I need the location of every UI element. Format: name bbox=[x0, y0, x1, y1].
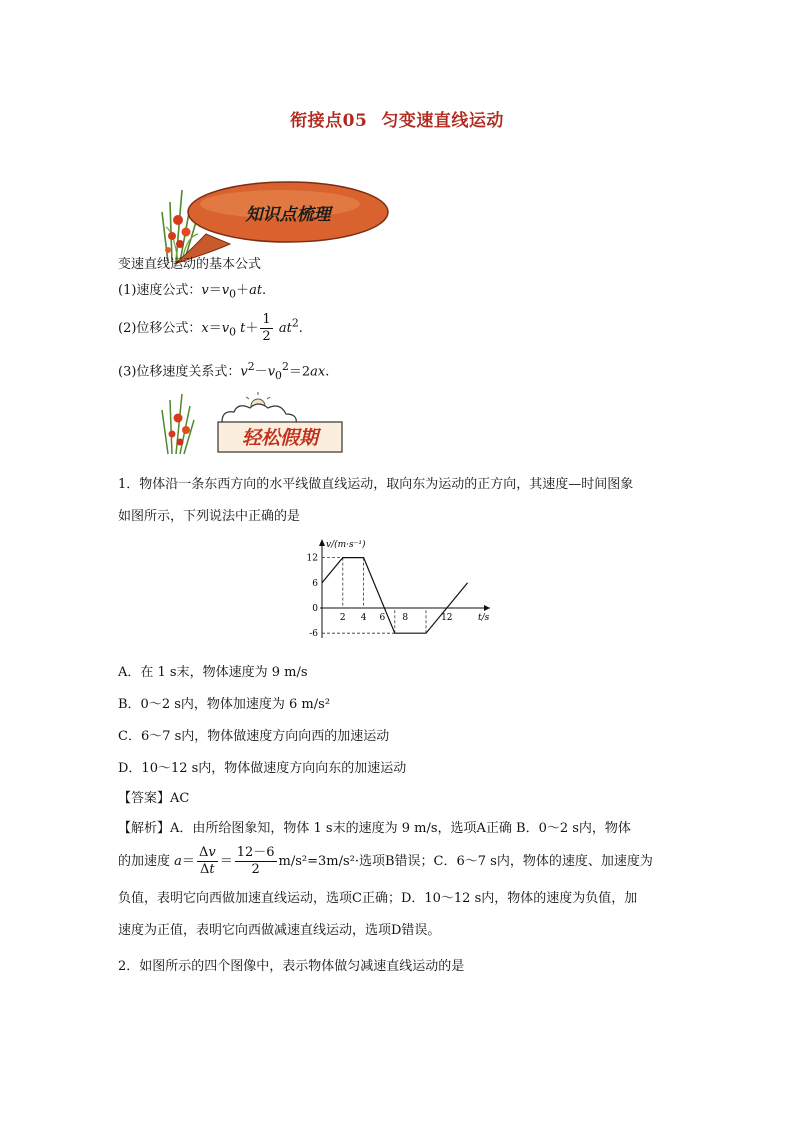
y-tick-label: 12 bbox=[306, 553, 318, 564]
title-code: 衔接点05 bbox=[290, 111, 368, 131]
q2-stem: 2．如图所示的四个图像中，表示物体做匀减速直线运动的是 bbox=[118, 959, 465, 974]
q1-analysis-line2: 的加速度 a＝ $\frac{\Delta v}{\Delta t}$ ＝ $\frac{12-6}{2}$ m/s²=3m/s²·选项B错误；C．6～7 s内，物体的速度、加速度为 bbox=[118, 845, 653, 877]
x-tick-label: 4 bbox=[360, 613, 367, 623]
q1-option-b: B．0～2 s内，物体加速度为 6 m/s² bbox=[118, 697, 331, 712]
q1-stem-line1: 1．物体沿一条东西方向的水平线做直线运动，取向东为运动的正方向，其速度—时间图象 bbox=[118, 477, 634, 492]
y-tick-label: -6 bbox=[309, 629, 318, 640]
q1-stem-line2: 如图所示，下列说法中正确的是 bbox=[118, 509, 301, 524]
x-tick-label: 12 bbox=[441, 613, 453, 623]
q1-analysis-line3: 负值，表明它向西做加速直线运动，选项C正确；D．10～12 s内，物体的速度为负值，加 bbox=[118, 891, 638, 906]
y-tick-label: 0 bbox=[312, 604, 318, 614]
flower-icon bbox=[162, 394, 194, 454]
x-tick-label: 2 bbox=[339, 613, 346, 623]
x-tick-label: 8 bbox=[402, 613, 409, 623]
vt-chart-svg bbox=[298, 536, 494, 646]
y-axis-label: v/(m·s⁻¹) bbox=[326, 540, 366, 550]
y-tick-label: 6 bbox=[312, 578, 318, 589]
formula-displacement: (2)位移公式：$x=v_0$ t＋ $\frac{1}{2}$ $at^2$. bbox=[118, 312, 303, 344]
flower-sign-graphic bbox=[160, 392, 360, 458]
q1-analysis-line1: 【解析】A．由所给图象知，物体 1 s末的速度为 9 m/s，选项A正确 B．0～2 s内，物体 bbox=[118, 821, 631, 836]
x-axis-arrow bbox=[484, 605, 490, 611]
holiday-banner-label: 轻松假期 bbox=[241, 427, 319, 449]
q1-option-c: C．6～7 s内，物体做速度方向向西的加速运动 bbox=[118, 729, 390, 744]
vt-chart bbox=[298, 536, 494, 646]
q1-analysis-line4: 速度为正值，表明它向西做减速直线运动，选项D错误。 bbox=[118, 923, 441, 938]
sun-cloud-icon bbox=[222, 392, 296, 424]
x-axis-label: t/s bbox=[478, 613, 490, 623]
page-title bbox=[0, 106, 794, 131]
formula-velocity-displacement: (3)位移速度关系式：$v^2-v_0^2=2ax$. bbox=[118, 360, 330, 382]
q1-option-d: D．10～12 s内，物体做速度方向向东的加速运动 bbox=[118, 761, 407, 776]
knowledge-heading: 变速直线运动的基本公式 bbox=[118, 257, 262, 272]
title-topic: 匀变速直线运动 bbox=[381, 111, 504, 131]
q1-option-a: A．在 1 s末，物体速度为 9 m/s bbox=[118, 665, 308, 680]
holiday-banner bbox=[160, 392, 360, 458]
x-tick-label: 6 bbox=[379, 613, 386, 623]
y-axis-arrow bbox=[319, 539, 325, 546]
knowledge-banner-label: 知识点梳理 bbox=[245, 205, 331, 225]
formula-velocity: (1)速度公式：$v=v_0+at$. bbox=[118, 283, 267, 301]
q1-answer: 【答案】AC bbox=[118, 791, 190, 806]
